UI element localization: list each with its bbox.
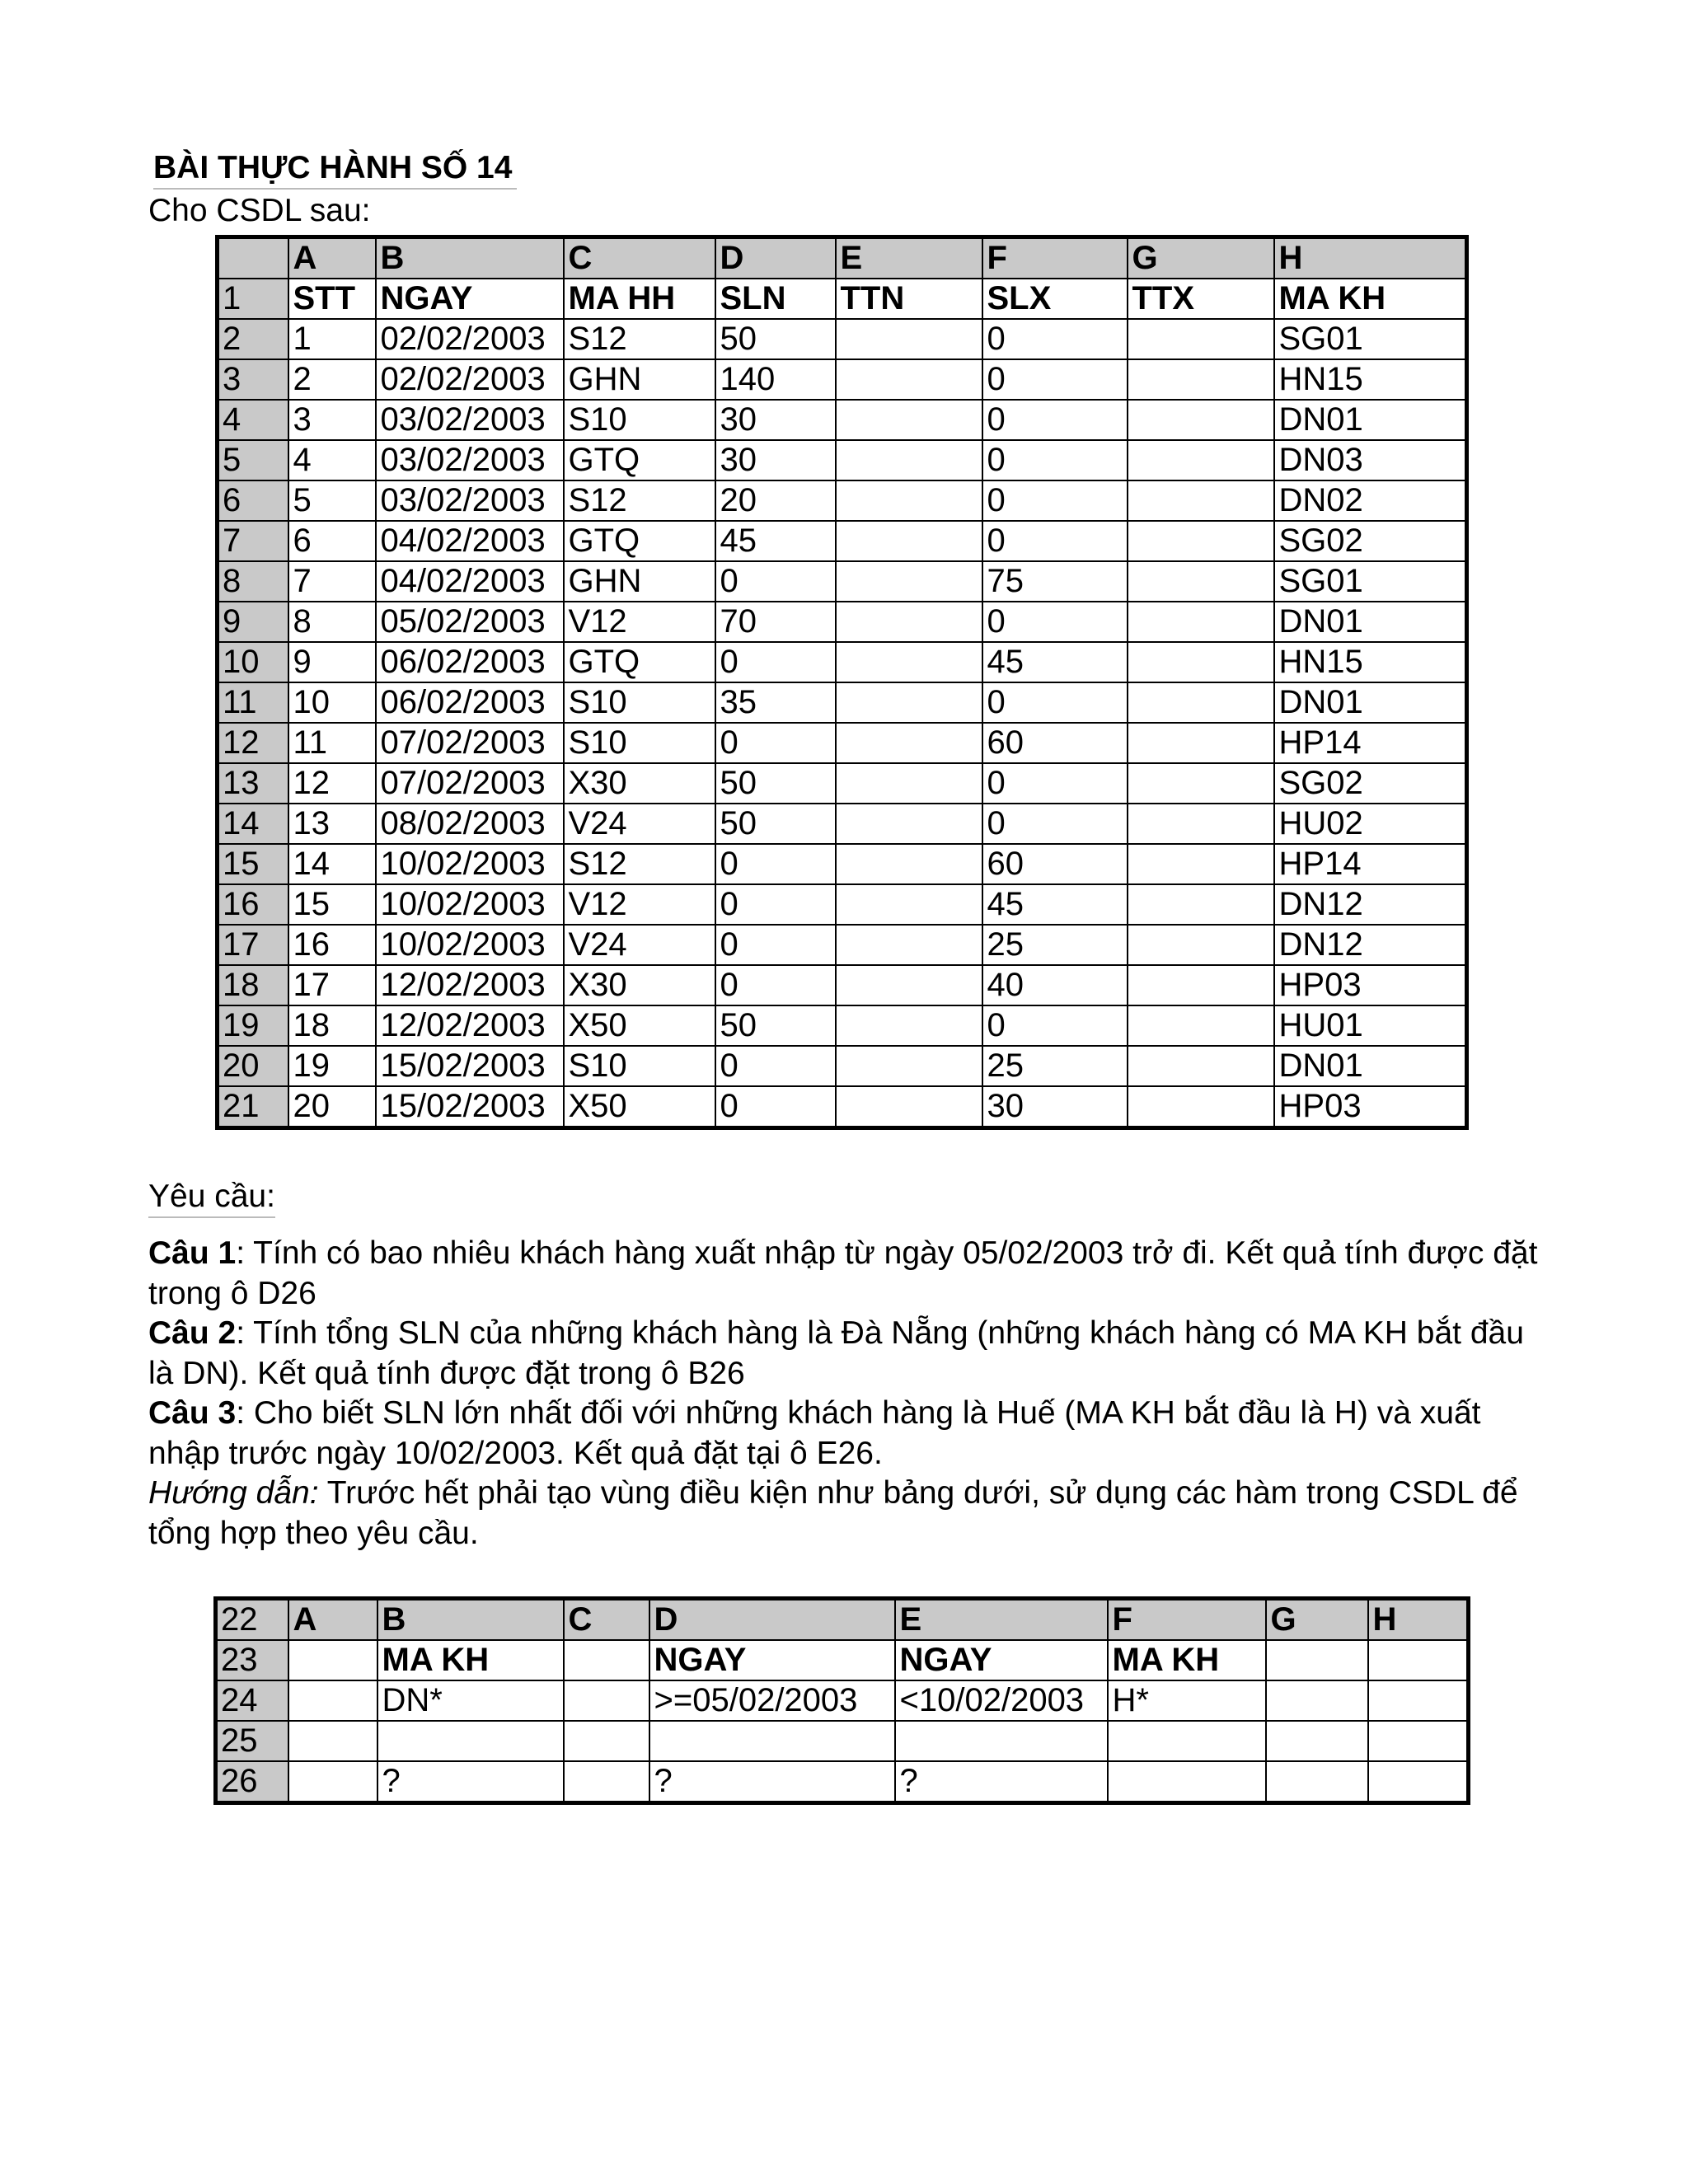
table-cell: DN12 [1274,884,1467,925]
table-cell: 05/02/2003 [376,602,564,642]
table-row [218,965,1467,1005]
table-cell: GHN [564,561,715,602]
table-cell: 03/02/2003 [376,400,564,440]
table-cell: HU02 [1274,804,1467,844]
table-cell: 12 [288,763,376,804]
table-cell: 10 [288,682,376,723]
table-cell: 02/02/2003 [376,359,564,400]
criteria-cell [288,1761,377,1803]
table-cell: 20 [715,480,836,521]
table-cell: 10/02/2003 [376,844,564,884]
table-cell [1128,602,1274,642]
question-label: Câu 2 [148,1315,237,1351]
table-cell: 30 [715,400,836,440]
table-cell: X50 [564,1005,715,1046]
table-cell: 140 [715,359,836,400]
table-cell: V12 [564,602,715,642]
table-cell [836,804,982,844]
table-cell [836,319,982,359]
table-cell [1128,561,1274,602]
table-row [218,723,1467,763]
table-cell: 60 [982,723,1128,763]
row-number: 4 [218,400,288,440]
row-number: 21 [218,1086,288,1128]
row-number: 6 [218,480,288,521]
table-cell: 4 [288,440,376,480]
row-number: 17 [218,925,288,965]
table-cell [836,400,982,440]
table-cell: HN15 [1274,359,1467,400]
page-title: BÀI THỰC HÀNH SỐ 14 [153,148,517,190]
table-cell: 13 [288,804,376,844]
table-cell: S12 [564,480,715,521]
table-cell: 70 [715,602,836,642]
database-table [215,235,1469,1130]
criteria-cell [564,1721,649,1761]
field-name: SLN [715,279,836,319]
table-cell: X30 [564,965,715,1005]
table-cell [836,521,982,561]
table-cell: V12 [564,884,715,925]
table-cell: 18 [288,1005,376,1046]
criteria-cell: H* [1108,1680,1266,1721]
criteria-cell [1368,1680,1469,1721]
criteria-cell [1368,1721,1469,1761]
table-cell [836,682,982,723]
table-cell: 04/02/2003 [376,521,564,561]
table-cell: GTQ [564,440,715,480]
column-letter: G [1128,237,1274,279]
table-cell: DN01 [1274,1046,1467,1086]
field-name: STT [288,279,376,319]
question-text: : Cho biết SLN lớn nhất đối với những khách hàng là Huế (MA KH bắt đầu là H) và xuất nhập trước ngày 10/02/2003. Kết quả đặt tại ô E26. [148,1395,1481,1471]
question-1 [148,1234,1550,1314]
table-cell: 45 [982,642,1128,682]
table-cell [836,884,982,925]
table-cell: 10/02/2003 [376,925,564,965]
column-letter: C [564,1599,649,1641]
criteria-cell [288,1721,377,1761]
table-row [218,844,1467,884]
table-cell: GHN [564,359,715,400]
table-cell [1128,723,1274,763]
column-letter: E [895,1599,1108,1641]
row-number: 25 [216,1721,288,1761]
table-cell: 0 [715,1046,836,1086]
field-name: MA HH [564,279,715,319]
table-row [218,763,1467,804]
criteria-row [216,1640,1469,1680]
table-cell: 60 [982,844,1128,884]
criteria-cell: DN* [377,1680,564,1721]
column-letter: B [376,237,564,279]
table-cell: 07/02/2003 [376,763,564,804]
criteria-cell [564,1680,649,1721]
table-cell: 0 [715,884,836,925]
row-number: 5 [218,440,288,480]
table-cell [836,723,982,763]
criteria-cell: MA KH [377,1640,564,1680]
criteria-cell [1368,1761,1469,1803]
table-cell: 25 [982,1046,1128,1086]
column-letter: A [288,237,376,279]
field-name: NGAY [376,279,564,319]
table-cell: 0 [715,965,836,1005]
table-row [218,480,1467,521]
criteria-cell: >=05/02/2003 [649,1680,895,1721]
row-number: 18 [218,965,288,1005]
table-row [218,925,1467,965]
table-cell [836,480,982,521]
table-cell: 15/02/2003 [376,1086,564,1128]
table-cell: 45 [715,521,836,561]
criteria-cell [1108,1721,1266,1761]
table-cell: 08/02/2003 [376,804,564,844]
table-cell [1128,480,1274,521]
criteria-cell [1266,1640,1368,1680]
table-cell: 25 [982,925,1128,965]
criteria-cell [564,1640,649,1680]
column-letter: D [649,1599,895,1641]
table-cell: 0 [982,763,1128,804]
intro-text: Cho CSDL sau: [148,193,371,228]
column-header-row [216,1599,1469,1641]
table-row [218,319,1467,359]
table-cell: 50 [715,319,836,359]
question-3 [148,1394,1550,1474]
criteria-table [213,1596,1470,1805]
criteria-cell [564,1761,649,1803]
row-number: 11 [218,682,288,723]
row-number: 3 [218,359,288,400]
table-cell: 9 [288,642,376,682]
table-cell: 20 [288,1086,376,1128]
requirements-label: Yêu cầu: [148,1177,275,1218]
table-row [218,561,1467,602]
criteria-cell [288,1680,377,1721]
row-number: 9 [218,602,288,642]
table-cell [1128,1005,1274,1046]
table-cell: SG01 [1274,561,1467,602]
table-cell: 0 [715,1086,836,1128]
table-row [218,521,1467,561]
table-cell: 06/02/2003 [376,642,564,682]
table-cell: 16 [288,925,376,965]
table-cell: 3 [288,400,376,440]
table-cell: 1 [288,319,376,359]
table-cell: 50 [715,804,836,844]
criteria-cell: NGAY [649,1640,895,1680]
row-number: 26 [216,1761,288,1803]
table-cell: 03/02/2003 [376,440,564,480]
criteria-cell: ? [649,1761,895,1803]
table-cell: DN12 [1274,925,1467,965]
row-number: 24 [216,1680,288,1721]
table-row [218,884,1467,925]
table-cell: SG02 [1274,763,1467,804]
table-cell: GTQ [564,521,715,561]
table-cell: S12 [564,319,715,359]
table-cell: 8 [288,602,376,642]
table-cell: 2 [288,359,376,400]
row-number: 20 [218,1046,288,1086]
table-cell: 04/02/2003 [376,561,564,602]
table-cell: 0 [982,602,1128,642]
table-cell [1128,521,1274,561]
table-cell: X30 [564,763,715,804]
table-cell: 0 [982,400,1128,440]
question-label: Câu 3 [148,1395,237,1431]
table-cell: V24 [564,925,715,965]
row-number: 7 [218,521,288,561]
table-cell: GTQ [564,642,715,682]
table-cell: S10 [564,1046,715,1086]
table-cell: SG02 [1274,521,1467,561]
criteria-cell [377,1721,564,1761]
table-cell [836,642,982,682]
table-cell: HP03 [1274,965,1467,1005]
table-cell [836,440,982,480]
guide-text: Trước hết phải tạo vùng điều kiện như bảng dưới, sử dụng các hàm trong CSDL để tổng hợp theo yêu cầu. [148,1475,1518,1551]
corner-cell [218,237,288,279]
criteria-cell: ? [895,1761,1108,1803]
table-cell: 15 [288,884,376,925]
table-cell [836,763,982,804]
table-cell [836,1005,982,1046]
table-row [218,440,1467,480]
table-cell: 0 [982,521,1128,561]
question-text: : Tính có bao nhiêu khách hàng xuất nhập từ ngày 05/02/2003 trở đi. Kết quả tính được đặt trong ô D26 [148,1235,1538,1311]
table-cell: 0 [982,804,1128,844]
table-cell: 12/02/2003 [376,1005,564,1046]
table-cell: 19 [288,1046,376,1086]
table-cell: 06/02/2003 [376,682,564,723]
table-row [218,682,1467,723]
table-cell [1128,884,1274,925]
table-cell: 07/02/2003 [376,723,564,763]
table-cell: 17 [288,965,376,1005]
table-cell: 0 [715,642,836,682]
row-number: 2 [218,319,288,359]
table-cell [1128,400,1274,440]
table-cell [836,925,982,965]
question-label: Câu 1 [148,1235,237,1271]
table-cell [1128,804,1274,844]
table-row [218,1005,1467,1046]
table-cell: DN01 [1274,400,1467,440]
field-name: SLX [982,279,1128,319]
table-cell: 15/02/2003 [376,1046,564,1086]
table-cell [1128,844,1274,884]
criteria-cell: MA KH [1108,1640,1266,1680]
criteria-cell [1368,1640,1469,1680]
table-cell: 0 [715,925,836,965]
table-cell: 0 [715,723,836,763]
column-letter: F [982,237,1128,279]
table-cell: 0 [715,561,836,602]
table-cell: 50 [715,1005,836,1046]
table-cell: 35 [715,682,836,723]
criteria-row [216,1761,1469,1803]
table-cell: HP03 [1274,1086,1467,1128]
table-cell: SG01 [1274,319,1467,359]
criteria-cell: <10/02/2003 [895,1680,1108,1721]
table-cell: DN01 [1274,602,1467,642]
table-cell: S10 [564,400,715,440]
criteria-cell [288,1640,377,1680]
column-header-row [218,237,1467,279]
table-cell: HP14 [1274,723,1467,763]
criteria-cell [1108,1761,1266,1803]
column-letter: D [715,237,836,279]
table-cell: 30 [982,1086,1128,1128]
table-cell [1128,642,1274,682]
table-cell: HN15 [1274,642,1467,682]
table-cell: HU01 [1274,1005,1467,1046]
table-cell [1128,1086,1274,1128]
table-row [218,804,1467,844]
table-cell: 11 [288,723,376,763]
table-cell [1128,925,1274,965]
column-letter: G [1266,1599,1368,1641]
questions-block [148,1234,1550,1554]
criteria-cell [1266,1680,1368,1721]
table-cell: HP14 [1274,844,1467,884]
table-cell [836,602,982,642]
column-letter: A [288,1599,377,1641]
table-cell: 02/02/2003 [376,319,564,359]
question-2 [148,1314,1550,1394]
field-name: TTN [836,279,982,319]
table-cell [836,965,982,1005]
table-cell: DN02 [1274,480,1467,521]
column-letter: E [836,237,982,279]
row-number: 23 [216,1640,288,1680]
row-number: 14 [218,804,288,844]
row-number: 10 [218,642,288,682]
question-text: : Tính tổng SLN của những khách hàng là Đà Nẵng (những khách hàng có MA KH bắt đầu là DN). Kết quả tính được đặt trong ô B26 [148,1315,1524,1391]
row-number: 1 [218,279,288,319]
column-letter: C [564,237,715,279]
criteria-cell: ? [377,1761,564,1803]
criteria-row [216,1680,1469,1721]
column-letter: F [1108,1599,1266,1641]
criteria-row [216,1721,1469,1761]
column-letter: H [1274,237,1467,279]
criteria-cell [1266,1721,1368,1761]
table-cell [1128,359,1274,400]
table-row [218,359,1467,400]
table-cell [836,844,982,884]
table-cell [1128,1046,1274,1086]
field-header-row [218,279,1467,319]
criteria-cell [649,1721,895,1761]
table-cell: 10/02/2003 [376,884,564,925]
table-cell: 03/02/2003 [376,480,564,521]
table-cell: S10 [564,723,715,763]
table-row [218,602,1467,642]
row-number: 8 [218,561,288,602]
table-cell: X50 [564,1086,715,1128]
table-cell [1128,319,1274,359]
table-cell [1128,763,1274,804]
table-cell: 0 [982,440,1128,480]
table-cell [836,561,982,602]
field-name: TTX [1128,279,1274,319]
table-cell [836,1046,982,1086]
table-cell [836,1086,982,1128]
table-cell: 5 [288,480,376,521]
guide [148,1474,1550,1554]
guide-label: Hướng dẫn: [148,1475,319,1511]
column-letter: B [377,1599,564,1641]
table-cell: 6 [288,521,376,561]
column-letter: H [1368,1599,1469,1641]
table-cell: 0 [982,480,1128,521]
table-cell: DN03 [1274,440,1467,480]
table-cell: 0 [982,319,1128,359]
table-cell: S10 [564,682,715,723]
table-cell: 0 [982,359,1128,400]
table-cell [1128,440,1274,480]
row-number: 22 [216,1599,288,1641]
table-cell: S12 [564,844,715,884]
table-cell: V24 [564,804,715,844]
table-row [218,642,1467,682]
table-cell [1128,965,1274,1005]
row-number: 12 [218,723,288,763]
criteria-cell [1266,1761,1368,1803]
table-cell: 14 [288,844,376,884]
table-cell [836,359,982,400]
criteria-cell: NGAY [895,1640,1108,1680]
table-cell: 12/02/2003 [376,965,564,1005]
table-cell: DN01 [1274,682,1467,723]
row-number: 16 [218,884,288,925]
table-cell: 75 [982,561,1128,602]
row-number: 13 [218,763,288,804]
table-cell: 7 [288,561,376,602]
table-row [218,1046,1467,1086]
table-cell [1128,682,1274,723]
table-cell: 50 [715,763,836,804]
table-cell: 45 [982,884,1128,925]
table-row [218,400,1467,440]
row-number: 15 [218,844,288,884]
table-row [218,1086,1467,1128]
table-cell: 40 [982,965,1128,1005]
table-cell: 0 [982,1005,1128,1046]
table-cell: 0 [715,844,836,884]
row-number: 19 [218,1005,288,1046]
table-cell: 0 [982,682,1128,723]
criteria-cell [895,1721,1108,1761]
field-name: MA KH [1274,279,1467,319]
table-cell: 30 [715,440,836,480]
